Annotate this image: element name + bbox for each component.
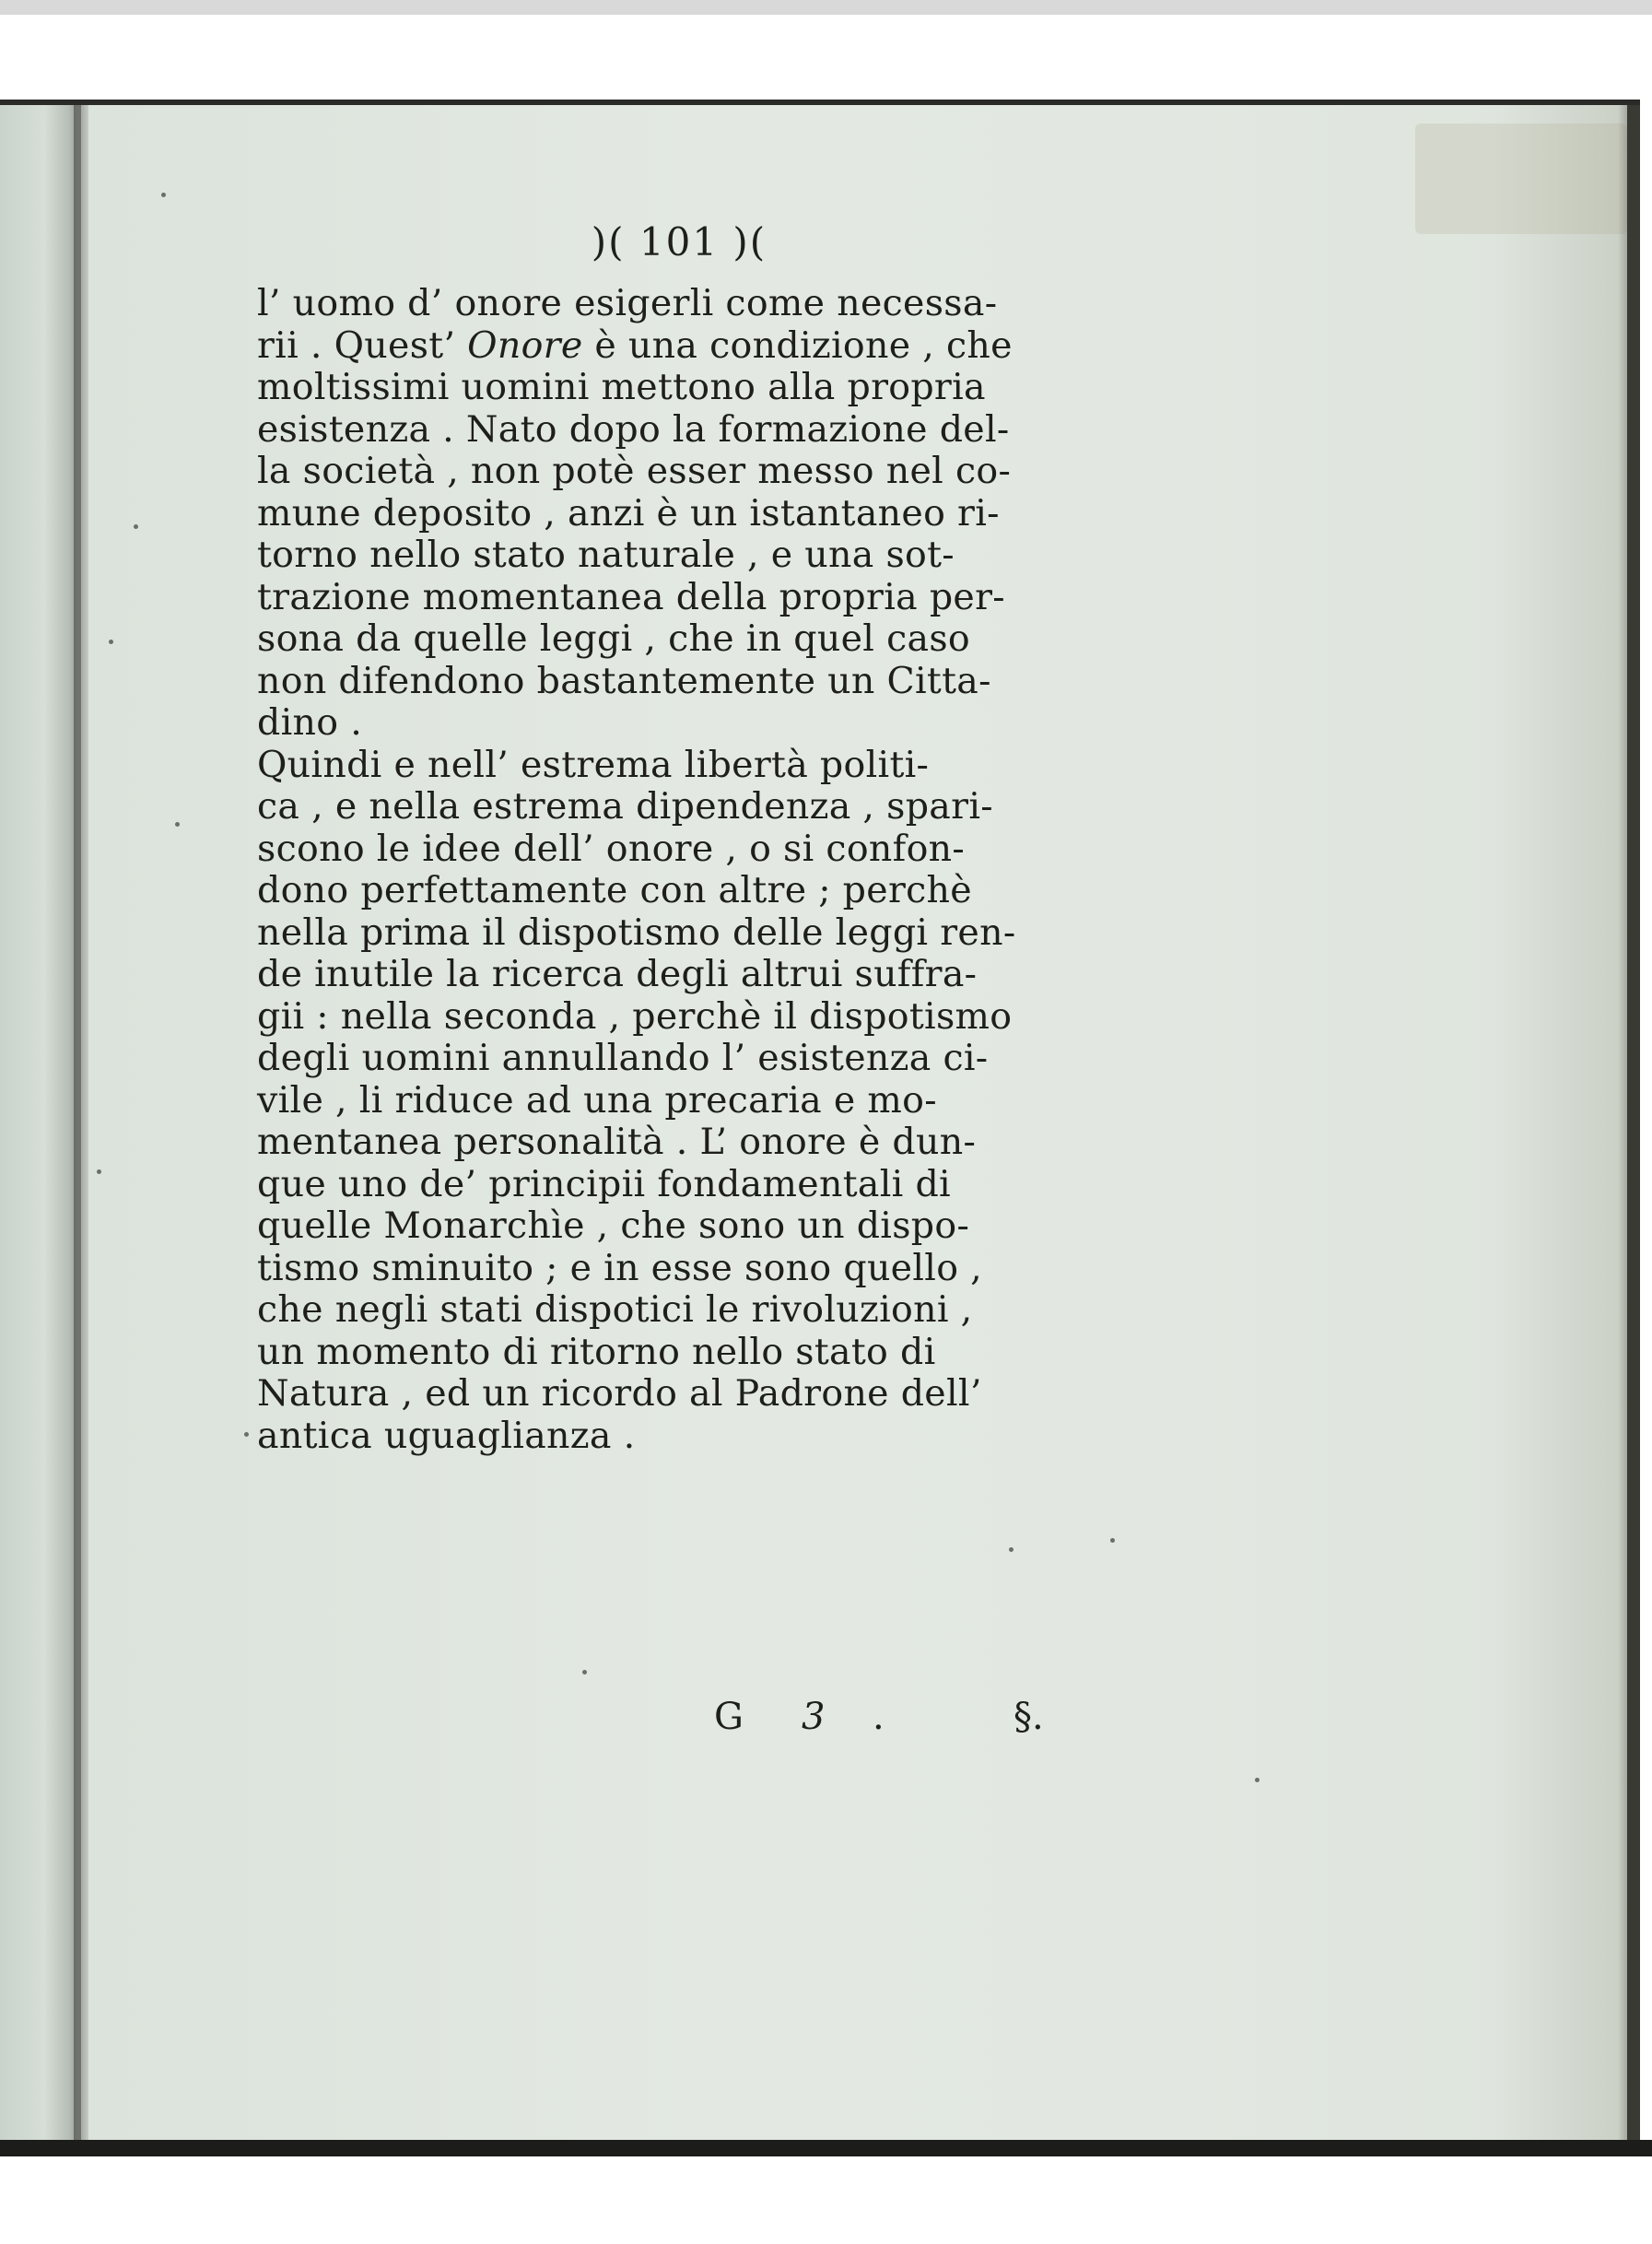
text-line [257,577,1005,618]
text-line [257,786,993,828]
paper-speck [161,193,166,197]
text-line-segment: nella prima il dispotismo delle leggi ren- [257,911,1016,954]
text-line-segment: trazione momentanea della propria per- [257,575,1005,618]
text-line [257,367,986,408]
text-line-segment: dono perfettamente con altre ; perchè [257,869,972,911]
text-line-segment: dino . [257,701,363,744]
text-line [257,1248,982,1289]
running-head: )( 101 )( [591,219,767,264]
paper-speck [1255,1778,1260,1782]
text-line-segment: vile , li riduce ad una precaria e mo- [257,1078,937,1122]
text-line-segment: la società , non potè esser messo nel co- [257,450,1012,492]
text-line-segment: scono le idee dell’ onore , o si confon- [257,827,966,870]
text-line-segment: de inutile la ricerca degli altrui suffra- [257,953,978,995]
text-line-segment: torno nello stato naturale , e una sot- [257,534,955,576]
text-line [257,1416,635,1457]
text-line [257,912,1015,954]
text-line [257,1038,988,1079]
text-line [257,1122,976,1163]
text-line [257,1289,973,1331]
text-line [257,325,1013,367]
text-line-segment: tismo sminuito ; e in esse sono quello , [257,1246,983,1289]
text-line-segment: che negli stati dispotici le rivoluzioni , [257,1288,973,1331]
text-line [257,828,965,870]
paper-speck [1009,1547,1013,1552]
text-line-segment: Natura , ed un ricordo al Padrone dell’ [257,1372,982,1415]
text-line [257,954,977,995]
text-line [257,870,972,911]
text-line [257,451,1011,492]
left-page-edge [0,105,81,2147]
text-line-segment: esistenza . Nato dopo la formazione del- [257,407,1010,451]
text-line [257,661,991,702]
text-line [257,409,1010,451]
page-right-shadow [1493,105,1640,2147]
text-line-segment: l’ uomo d’ onore esigerli come necessa- [257,282,998,324]
paper-speck [1110,1538,1115,1543]
text-line-segment: non difendono bastantemente un Citta- [257,659,991,702]
text-line [257,283,997,324]
text-line [257,996,1012,1038]
text-line-segment: Quindi e nell’ estrema libertà politi- [257,743,930,786]
paper-speck [134,524,138,529]
scanner-top-strip [0,0,1652,15]
text-line-segment: que uno de’ principii fondamentali di [257,1162,951,1205]
text-line-segment: è una condizione , che [582,323,1013,367]
text-line-segment: sona da quelle leggi , che in quel caso [257,617,971,660]
text-line-segment: mune deposito , anzi è un istantaneo ri- [257,491,1000,535]
signature-number: 3 [802,1696,826,1738]
text-line [257,702,362,744]
text-line [257,618,970,660]
text-line-segment: un momento di ritorno nello stato di [257,1330,936,1373]
text-line-segment: moltissimi uomini mettono alla propria [257,366,986,408]
catchword: §. [1013,1696,1044,1738]
text-line [257,535,955,576]
paper-speck [175,822,180,827]
paper-speck [109,640,113,644]
text-line [257,1164,951,1205]
text-line-italic: Onore [467,323,583,367]
text-line [257,493,1000,535]
signature-letter: G [714,1696,744,1738]
paper-speck [97,1169,101,1174]
paper-speck [244,1432,249,1437]
text-line-segment: ca , e nella estrema dipendenza , spari- [257,785,993,828]
text-line-segment: mentanea personalità . L’ onore è dun- [257,1121,977,1163]
paper-speck [582,1670,587,1674]
text-line-segment: antica uguaglianza . [257,1414,636,1457]
text-line-segment: quelle Monarchìe , che sono un dispo- [257,1204,970,1247]
text-line [257,1080,937,1122]
text-line [257,1373,982,1415]
text-line-segment: degli uomini annullando l’ esistenza ci- [257,1037,989,1079]
signature-dot: . [873,1696,885,1738]
text-line [257,1205,969,1247]
text-line-segment: rii . Quest’ [257,323,468,367]
page-right-edge [1627,105,1640,2147]
text-line [257,1332,936,1373]
scanner-bottom-edge [0,2140,1652,2156]
text-line-segment: gii : nella seconda , perchè il dispotismo [257,994,1013,1038]
text-line [257,745,929,786]
